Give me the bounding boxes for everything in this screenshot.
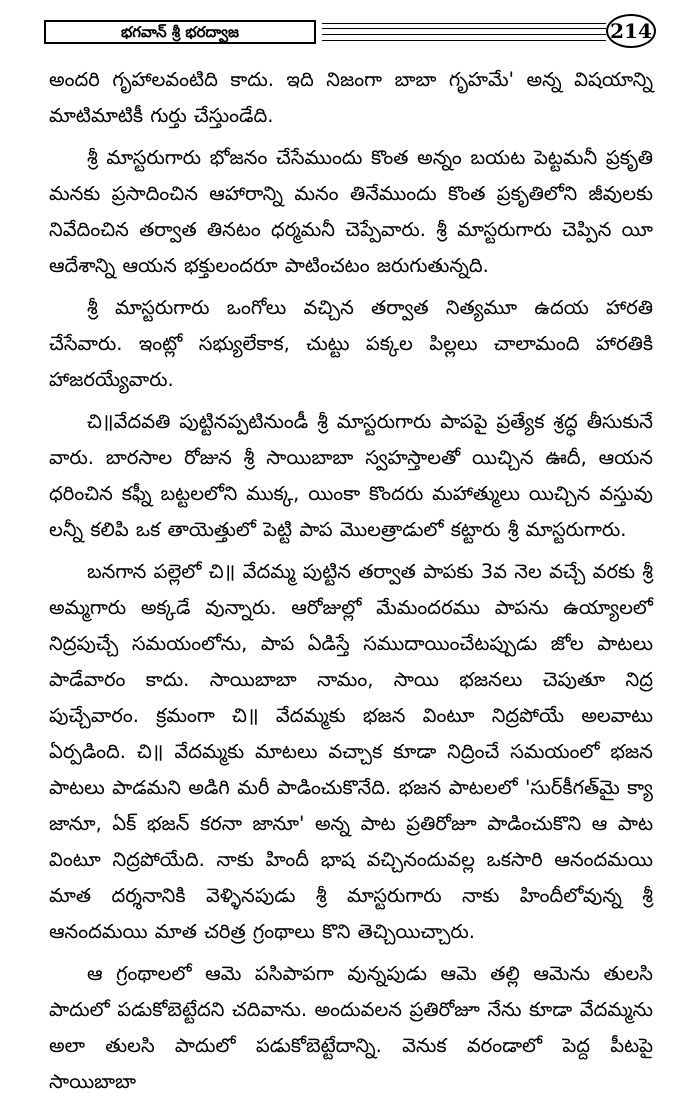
book-title: భగవాన్ శ్రీ భరద్వాజ [44, 20, 316, 44]
page-body [49, 62, 653, 1106]
header-rule-lines [322, 23, 606, 41]
paragraph: ఆ గ్రంథాలలో ఆమె పసిపాపగా వున్నపుడు ఆమె తల్లి ఆమెను తులసి పాదులో పడుకోబెట్టేదని చదివాను. అందువలన ప్రతిరోజూ నేను కూడా వేదమ్మను అలా తులసి పాదులో పడుకోబెట్టేదాన్ని. వెనుక వరండాలో పెద్ద పీటపై సాయిబాబా [49, 962, 653, 1093]
paragraph: బనగాన పల్లెలో చి॥ వేదమ్మ పుట్టిన తర్వాత పాపకు 3వ నెల వచ్చే వరకు శ్రీ అమ్మగారు అక్కడే వున్నారు. ఆరోజుల్లో మేమందరము పాపను ఉయ్యాలలో నిద్రపుచ్చే సమయంలోను, పాప ఏడిస్తే సముదాయించేటప్పుడు జోల పాటలు పాడేవారం కాదు. సాయిబాబా నామం, సాయి భజనలు చెపుతూ నిద్ర పుచ్చేవారం. క్రమంగా చి॥ వేదమ్మకు భజన వింటూ నిద్రపోయే అలవాటు ఏర్పడింది. చి॥ వేదమ్మకు మాటలు వచ్చాక కూడా నిద్రించే సమయంలో భజన పాటలు పాడమని అడిగి మరీ పాడించుకొనేది. భజన పాటలలో 'సుర్‌కీగత్‌మై క్యా జానూ, ఏక్ భజన్ కరనా జానూ' అన్న పాట ప్రతిరోజూ పాడించుకొని ఆ పాట వింటూ నిద్రపోయేది. నాకు హిందీ భాష వచ్చినందువల్ల ఒకసారి ఆనందమయి మాత దర్శనానికి వెళ్ళినపుడు శ్రీ మాస్టరుగారు నాకు హిందీలోవున్న శ్రీ ఆనందమయి మాత చరిత్ర గ్రంథాలు కొని తెచ్చియిచ్చారు. [49, 560, 653, 943]
paragraph: శ్రీ మాస్టరుగారు భోజనం చేసేముందు కొంత అన్నం బయట పెట్టమనీ ప్రకృతి మనకు ప్రసాదించిన ఆహారాన్ని మనం తినేముందు కొంత ప్రకృతిలోని జీవులకు నివేదించిన తర్వాత తినటం ధర్మమనీ చెప్పేవారు. శ్రీ మాస్టరుగారు చెప్పిన యీ ఆదేశాన్ని ఆయన భక్తులందరూ పాటించటం జరుగుతున్నది. [49, 146, 653, 277]
paragraph: చి॥వేదవతి పుట్టినప్పటినుండీ శ్రీ మాస్టరుగారు పాపపై ప్రత్యేక శ్రద్ధ తీసుకునే వారు. బారసాల రోజున శ్రీ సాయిబాబా స్వహస్తాలతో యిచ్చిన ఊదీ, ఆయన ధరించిన కఫ్నీ బట్టలలోని ముక్క, యింకా కొందరు మహాత్ములు యిచ్చిన వస్తువు లన్నీ కలిపి ఒక తాయెత్తులో పెట్టి పాప మొలత్రాడులో కట్టారు శ్రీ మాస్టరుగారు. [49, 410, 653, 541]
paragraph: అందరి గృహాలవంటిది కాదు. ఇది నిజంగా బాబా గృహమే' అన్న విషయాన్ని మాటిమాటికీ గుర్తు చేస్తుండేది. [49, 68, 653, 127]
paragraph: శ్రీ మాస్టరుగారు ఒంగోలు వచ్చిన తర్వాత నిత్యమూ ఉదయ హారతి చేసేవారు. ఇంట్లో సభ్యులేకాక, చుట్టు పక్కల పిల్లలు చాలామంది హారతికి హాజరయ్యేవారు. [49, 296, 653, 391]
running-header [44, 14, 656, 50]
page-number: 214 [606, 14, 656, 48]
